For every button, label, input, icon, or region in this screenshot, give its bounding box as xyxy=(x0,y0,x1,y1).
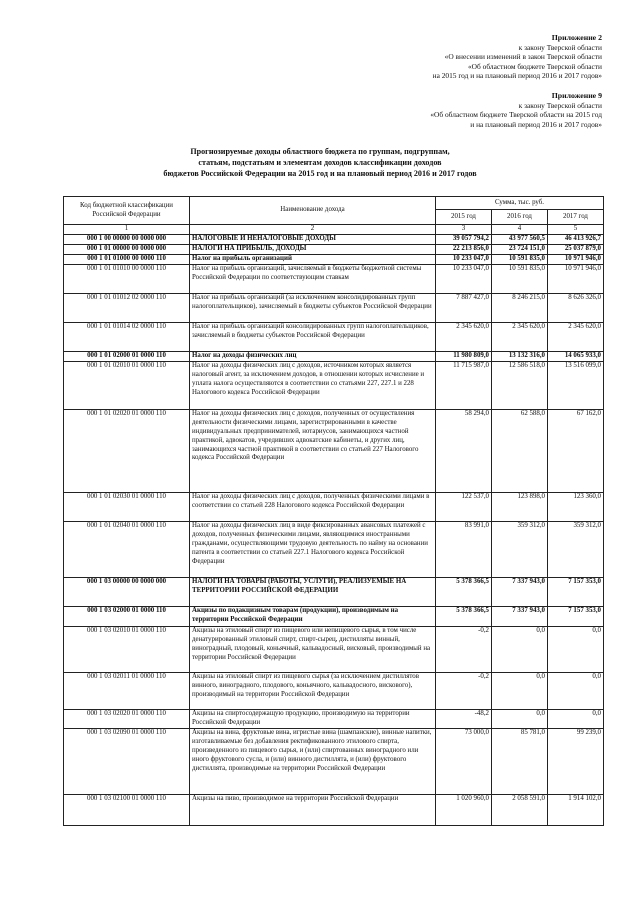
column-index: 5 xyxy=(548,225,604,235)
appendix-9-line: «Об областном бюджете Тверской области на 2015 год xyxy=(430,110,602,120)
table-row xyxy=(64,709,604,728)
table-body xyxy=(64,234,604,825)
value-2017: 7 157 353,0 xyxy=(548,606,604,626)
column-index: 1 xyxy=(64,225,190,235)
table-row xyxy=(64,293,604,322)
appendix-2-title: Приложение 2 xyxy=(551,33,602,42)
name-cell: Налог на прибыль организаций xyxy=(190,254,436,264)
code-cell: 000 1 03 02011 01 0000 110 xyxy=(64,672,190,709)
value-2015: -48,2 xyxy=(436,709,492,728)
name-cell: Налог на доходы физических лиц с доходов, источником которых является налоговый агент, за исключением доходов, в отношении которых исчисление и уплата налога осуществляются в соответствии со статьями 227, 227.1 и 228 Налогового кодекса Российской Федерации xyxy=(190,361,436,409)
appendix-9-line: и на плановый период 2016 и 2017 годов» xyxy=(470,119,602,129)
name-cell: Налог на доходы физических лиц xyxy=(190,351,436,361)
code-cell: 000 1 01 02040 01 0000 110 xyxy=(64,521,190,577)
code-cell: 000 1 03 02100 01 0000 110 xyxy=(64,794,190,825)
value-2015: 1 020 960,0 xyxy=(436,794,492,825)
value-2017: 0,0 xyxy=(548,709,604,728)
value-2016: 0,0 xyxy=(492,709,548,728)
code-cell: 000 1 01 02010 01 0000 110 xyxy=(64,361,190,409)
value-2016: 123 898,0 xyxy=(492,492,548,521)
value-2017: 1 914 102,0 xyxy=(548,794,604,825)
column-index: 4 xyxy=(492,225,548,235)
name-cell: Налог на доходы физических лиц с доходов, полученных физическими лицами в соответствии со статьей 228 Налогового кодекса Российской Федерации xyxy=(190,492,436,521)
code-cell: 000 1 03 02000 01 0000 110 xyxy=(64,606,190,626)
value-2017: 2 345 620,0 xyxy=(548,322,604,351)
value-2017: 10 971 946,0 xyxy=(548,264,604,293)
header-name: Наименование дохода xyxy=(190,197,436,225)
value-2015: 58 294,0 xyxy=(436,409,492,492)
header-2015: 2015 год xyxy=(436,210,492,225)
revenue-table xyxy=(63,196,604,826)
value-2016: 2 058 591,0 xyxy=(492,794,548,825)
table-row xyxy=(64,322,604,351)
name-cell: Налог на прибыль организаций консолидированных групп налогоплательщиков, зачисляемый в бюджеты субъектов Российской Федерации xyxy=(190,322,436,351)
value-2015: 11 715 987,0 xyxy=(436,361,492,409)
value-2017: 7 157 353,0 xyxy=(548,577,604,606)
value-2016: 8 246 215,0 xyxy=(492,293,548,322)
code-cell: 000 1 01 01014 02 0000 110 xyxy=(64,322,190,351)
value-2017: 10 971 946,0 xyxy=(548,254,604,264)
value-2016: 7 337 943,0 xyxy=(492,606,548,626)
value-2017: 123 360,0 xyxy=(548,492,604,521)
value-2016: 10 591 835,0 xyxy=(492,254,548,264)
value-2017: 359 312,0 xyxy=(548,521,604,577)
name-cell: Налог на доходы физических лиц с доходов, полученных от осуществления деятельности физическими лицами, зарегистрированными в качестве индивидуальных предпринимателей, нотариусов, занимающихся частной практикой, адвокатов, учредивших адвокатские кабинеты, и других лиц, занимающихся частной практикой в соответствии со статьей 227 Налогового кодекса Российской Федерации xyxy=(190,409,436,492)
value-2015: 2 345 620,0 xyxy=(436,322,492,351)
code-cell: 000 1 01 00000 00 0000 000 xyxy=(64,244,190,254)
name-cell: Акцизы по подакцизным товарам (продукции), производимым на территории Российской Федерации xyxy=(190,606,436,626)
code-cell: 000 1 00 00000 00 0000 000 xyxy=(64,234,190,244)
value-2016: 0,0 xyxy=(492,626,548,672)
header-2016: 2016 год xyxy=(492,210,548,225)
table-row xyxy=(64,351,604,361)
code-cell: 000 1 01 01012 02 0000 110 xyxy=(64,293,190,322)
appendix-2-line: на 2015 год и на плановый период 2016 и 2017 годов» xyxy=(432,71,602,81)
value-2015: 5 378 366,5 xyxy=(436,577,492,606)
table-row xyxy=(64,626,604,672)
value-2016: 13 132 316,0 xyxy=(492,351,548,361)
name-cell: Акцизы на спиртосодержащую продукцию, производимую на территории Российской Федерации xyxy=(190,709,436,728)
code-cell: 000 1 03 02020 01 0000 110 xyxy=(64,709,190,728)
table-row xyxy=(64,234,604,244)
code-cell: 000 1 01 02030 01 0000 110 xyxy=(64,492,190,521)
value-2016: 0,0 xyxy=(492,672,548,709)
value-2015: 122 537,0 xyxy=(436,492,492,521)
value-2017: 0,0 xyxy=(548,672,604,709)
value-2016: 23 724 151,0 xyxy=(492,244,548,254)
appendix-2-line: «О внесении изменений в закон Тверской области xyxy=(444,52,602,62)
value-2016: 43 977 560,5 xyxy=(492,234,548,244)
table-row xyxy=(64,254,604,264)
code-cell: 000 1 01 02020 01 0000 110 xyxy=(64,409,190,492)
title-line: Прогнозируемые доходы областного бюджета по группам, подгруппам, xyxy=(190,147,450,156)
appendix-9-line: к закону Тверской области xyxy=(518,100,602,110)
value-2016: 62 588,0 xyxy=(492,409,548,492)
table-row xyxy=(64,244,604,254)
header-code: Код бюджетной классификации Российской Федерации xyxy=(64,197,190,225)
table-row xyxy=(64,521,604,577)
name-cell: НАЛОГИ НА ТОВАРЫ (РАБОТЫ, УСЛУГИ), РЕАЛИЗУЕМЫЕ НА ТЕРРИТОРИИ РОССИЙСКОЙ ФЕДЕРАЦИИ xyxy=(190,577,436,606)
code-cell: 000 1 03 00000 00 0000 000 xyxy=(64,577,190,606)
name-cell: НАЛОГИ НА ПРИБЫЛЬ, ДОХОДЫ xyxy=(190,244,436,254)
value-2015: 5 378 366,5 xyxy=(436,606,492,626)
value-2017: 67 162,0 xyxy=(548,409,604,492)
value-2016: 2 345 620,0 xyxy=(492,322,548,351)
appendix-9-title: Приложение 9 xyxy=(551,91,602,100)
value-2016: 10 591 835,0 xyxy=(492,264,548,293)
value-2017: 46 413 926,7 xyxy=(548,234,604,244)
name-cell: Налог на прибыль организаций (за исключением консолидированных групп налогоплательщиков), зачисляемый в бюджеты субъектов Российской Федерации xyxy=(190,293,436,322)
header-sum: Сумма, тыс. руб. xyxy=(436,197,604,210)
table-row xyxy=(64,361,604,409)
value-2015: 10 233 047,0 xyxy=(436,264,492,293)
code-cell: 000 1 01 02000 01 0000 110 xyxy=(64,351,190,361)
title-line: статьям, подстатьям и элементам доходов классификации доходов xyxy=(198,158,442,168)
value-2015: 10 233 047,0 xyxy=(436,254,492,264)
name-cell: Акцизы на этиловый спирт из пищевого или непищевого сырья, в том числе денатурированный этиловый спирт, спирт-сырец, дистилляты винный, виноградный, плодовый, коньячный, кальвадосный, висковый, производимый на территории Российской Федерации xyxy=(190,626,436,672)
code-cell: 000 1 03 02090 01 0000 110 xyxy=(64,728,190,794)
appendix-2-line: к закону Тверской области xyxy=(518,42,602,52)
table-row xyxy=(64,672,604,709)
column-index: 3 xyxy=(436,225,492,235)
table-row xyxy=(64,728,604,794)
value-2015: -0,2 xyxy=(436,672,492,709)
appendix-2-line: «Об областном бюджете Тверской области xyxy=(467,61,602,71)
table-row xyxy=(64,492,604,521)
table-row xyxy=(64,794,604,825)
value-2015: 7 887 427,0 xyxy=(436,293,492,322)
header-2017: 2017 год xyxy=(548,210,604,225)
code-cell: 000 1 03 02010 01 0000 110 xyxy=(64,626,190,672)
column-index: 2 xyxy=(190,225,436,235)
value-2015: 11 980 809,0 xyxy=(436,351,492,361)
document-title xyxy=(0,146,640,180)
value-2016: 85 781,0 xyxy=(492,728,548,794)
name-cell: НАЛОГОВЫЕ И НЕНАЛОГОВЫЕ ДОХОДЫ xyxy=(190,234,436,244)
code-cell: 000 1 01 01010 00 0000 110 xyxy=(64,264,190,293)
name-cell: Налог на доходы физических лиц в виде фиксированных авансовых платежей с доходов, полученных физическими лицами, являющимися иностранными гражданами, осуществляющими трудовую деятельность по найму на основании патента в соответствии со статьей 227.1 Налогового кодекса Российской Федерации xyxy=(190,521,436,577)
value-2017: 8 626 326,0 xyxy=(548,293,604,322)
value-2016: 359 312,0 xyxy=(492,521,548,577)
value-2017: 13 516 099,0 xyxy=(548,361,604,409)
appendix-2-header xyxy=(433,33,602,81)
value-2015: 22 213 856,0 xyxy=(436,244,492,254)
value-2015: 39 057 794,2 xyxy=(436,234,492,244)
name-cell: Акцизы на этиловый спирт из пищевого сырья (за исключением дистиллятов винного, виноградного, плодового, коньячного, кальвадосного, вискового), производимый на территории Российской Федерации xyxy=(190,672,436,709)
value-2017: 99 239,0 xyxy=(548,728,604,794)
value-2016: 7 337 943,0 xyxy=(492,577,548,606)
value-2015: 83 991,0 xyxy=(436,521,492,577)
value-2015: 73 000,0 xyxy=(436,728,492,794)
value-2015: -0,2 xyxy=(436,626,492,672)
table-row xyxy=(64,409,604,492)
value-2017: 0,0 xyxy=(548,626,604,672)
table-row xyxy=(64,264,604,293)
value-2017: 14 065 933,0 xyxy=(548,351,604,361)
code-cell: 000 1 01 01000 00 0000 110 xyxy=(64,254,190,264)
appendix-9-header xyxy=(430,91,602,129)
name-cell: Налог на прибыль организаций, зачисляемый в бюджеты бюджетной системы Российской Федерации по соответствующим ставкам xyxy=(190,264,436,293)
name-cell: Акцизы на пиво, производимое на территории Российской Федерации xyxy=(190,794,436,825)
title-line: бюджетов Российской Федерации на 2015 год и на плановый период 2016 и 2017 годов xyxy=(163,169,477,179)
table-row xyxy=(64,577,604,606)
value-2016: 12 586 518,0 xyxy=(492,361,548,409)
table-row xyxy=(64,606,604,626)
name-cell: Акцизы на вина, фруктовые вина, игристые вина (шампанские), винные напитки, изготавливаемые без добавления ректификованного этилового спирта, произведенного из пищевого сырья, и (или) спиртованных виноградного или иного фруктового сусла, и (или) винного дистиллята, и (или) фруктового дистиллята, производимые на территории Российской Федерации xyxy=(190,728,436,794)
value-2017: 25 037 879,0 xyxy=(548,244,604,254)
